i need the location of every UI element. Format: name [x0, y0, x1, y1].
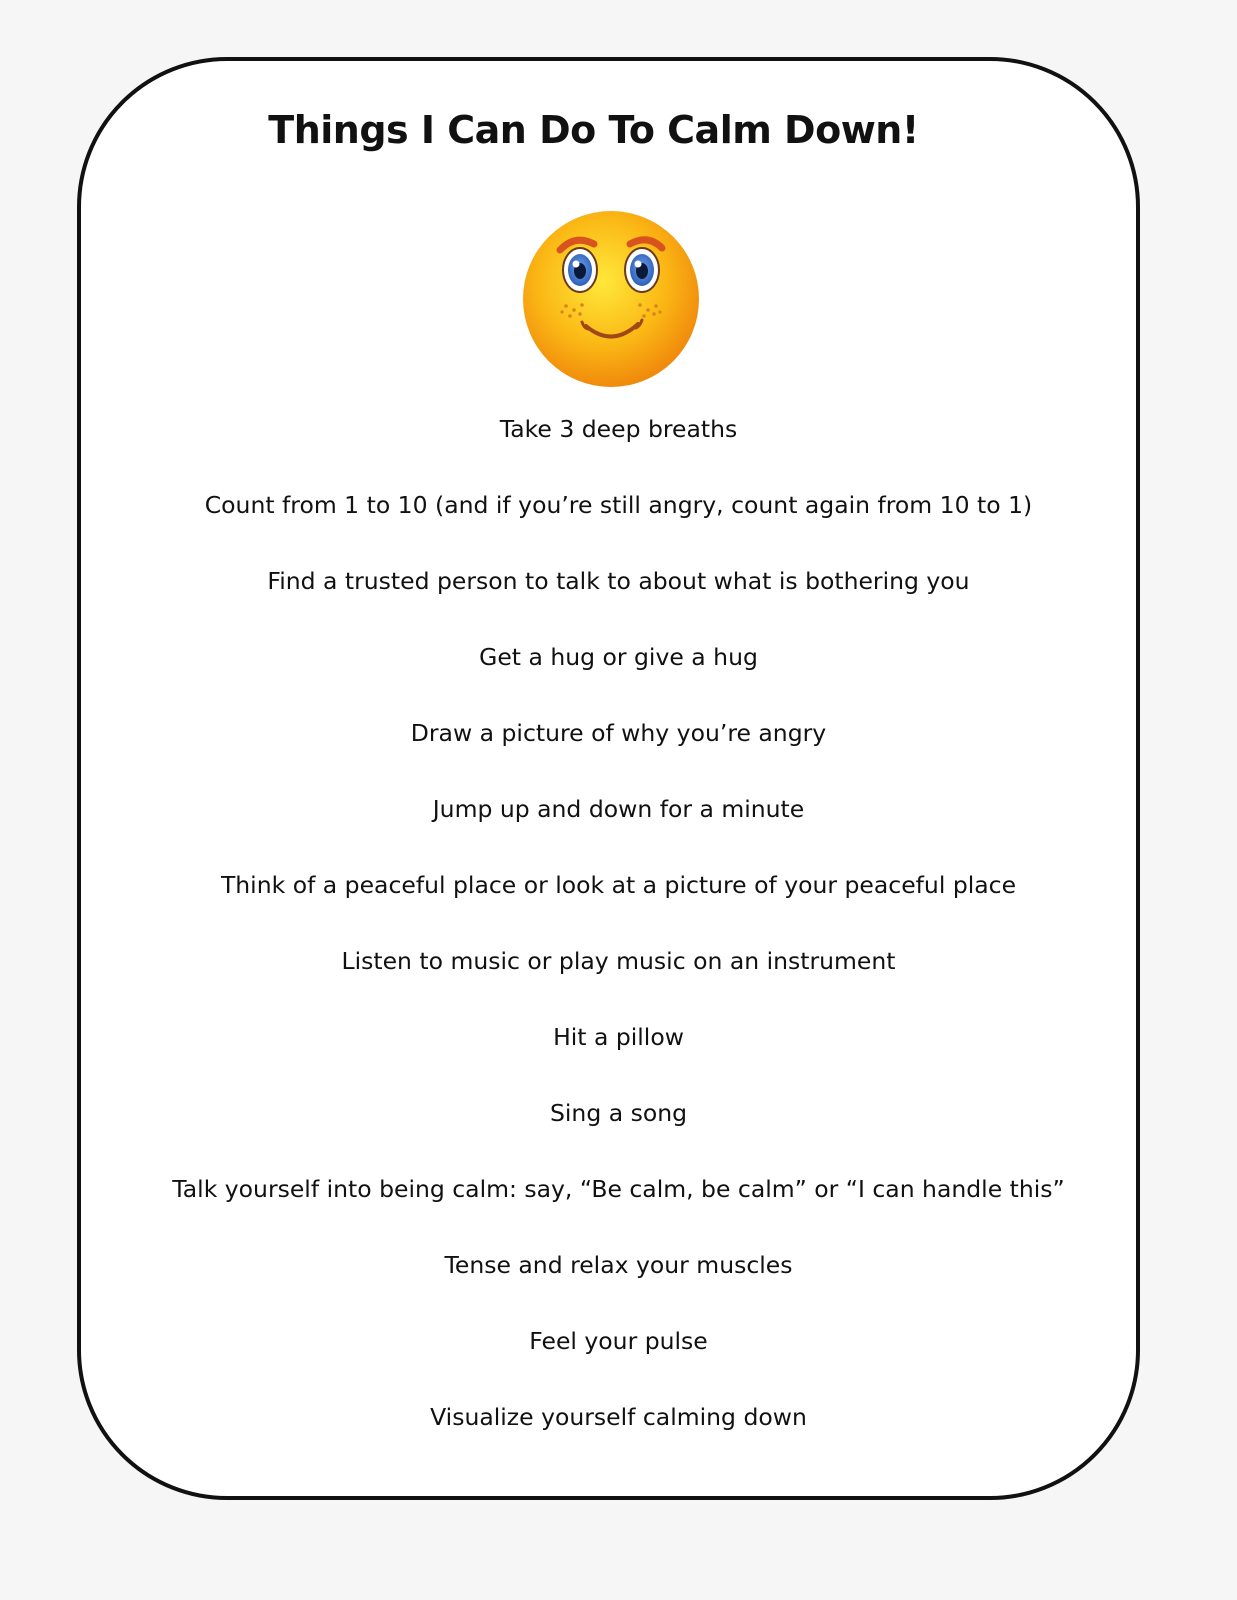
list-item: Listen to music or play music on an instrument: [341, 947, 896, 975]
page-title: Things I Can Do To Calm Down!: [268, 108, 919, 152]
list-item: Jump up and down for a minute: [432, 795, 805, 823]
list-item: Count from 1 to 10 (and if you’re still angry, count again from 10 to 1): [204, 491, 1033, 519]
list-item: Tense and relax your muscles: [444, 1251, 793, 1279]
list-item: Talk yourself into being calm: say, “Be calm, be calm” or “I can handle this”: [172, 1175, 1065, 1203]
list-item: Find a trusted person to talk to about what is bothering you: [267, 567, 970, 595]
list-item: Think of a peaceful place or look at a picture of your peaceful place: [220, 871, 1017, 899]
list-item: Draw a picture of why you’re angry: [410, 719, 827, 747]
list-item: Sing a song: [549, 1099, 688, 1127]
calm-down-list: [0, 409, 1237, 1473]
list-item: Feel your pulse: [529, 1327, 708, 1355]
list-item: Hit a pillow: [553, 1023, 684, 1051]
smiley-face-icon: [520, 208, 702, 390]
list-item: Visualize yourself calming down: [430, 1403, 807, 1431]
list-item: Take 3 deep breaths: [499, 415, 738, 443]
list-item: Get a hug or give a hug: [479, 643, 758, 671]
